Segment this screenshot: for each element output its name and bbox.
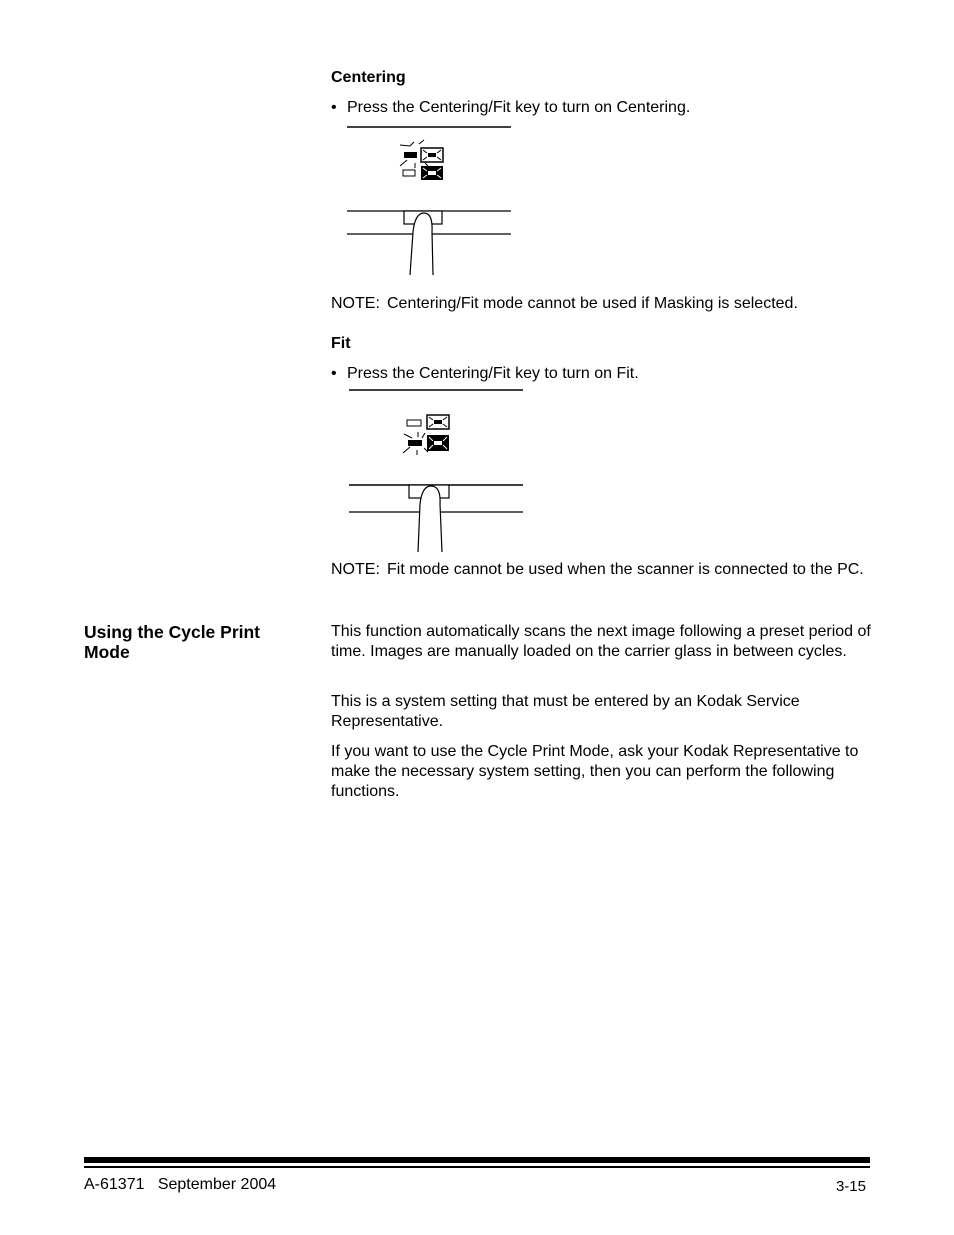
footer-doc-info: A-61371 September 2004 [84, 1176, 277, 1193]
bullet-marker: • [331, 99, 337, 116]
fit-heading: Fit [331, 335, 351, 352]
finger-icon [418, 486, 442, 552]
fit-led-icon [403, 170, 415, 176]
cycle-print-heading: Using the Cycle Print Mode [84, 622, 261, 662]
centering-key-illustration [340, 120, 520, 280]
cycle-print-paragraph-2: This is a system setting that must be entered by an Kodak Service Representative. [331, 693, 800, 730]
page-number: 3-15 [835, 1178, 866, 1195]
cycle-print-paragraph-3: If you want to use the Cycle Print Mode, ask your Kodak Representative to make the necessary system setting, then you can perform the following functions. [331, 743, 859, 800]
footer-rule-thin [84, 1166, 870, 1168]
fit-led-icon [408, 440, 422, 446]
centering-mode-icon [421, 148, 443, 162]
centering-heading: Centering [331, 69, 406, 86]
fit-mode-icon [421, 166, 443, 180]
centering-bullet-text: Press the Centering/Fit key to turn on Centering. [347, 99, 691, 116]
centering-led-icon [407, 420, 421, 426]
footer-rule [84, 1157, 870, 1163]
fit-key-illustration [342, 384, 532, 559]
fit-note-text: Fit mode cannot be used when the scanner is connected to the PC. [387, 561, 864, 578]
cycle-print-paragraph-1: This function automatically scans the next image following a preset period of time. Images are manually loaded on the carrier glass in between cycles. [331, 623, 871, 660]
centering-note-text: Centering/Fit mode cannot be used if Masking is selected. [387, 295, 798, 312]
fit-mode-icon [427, 435, 449, 451]
note-label: NOTE: [331, 561, 380, 578]
centering-led-icon [404, 152, 417, 158]
bullet-marker: • [331, 365, 337, 382]
centering-mode-icon [427, 415, 449, 429]
fit-bullet-text: Press the Centering/Fit key to turn on Fit. [347, 365, 639, 382]
note-label: NOTE: [331, 295, 380, 312]
